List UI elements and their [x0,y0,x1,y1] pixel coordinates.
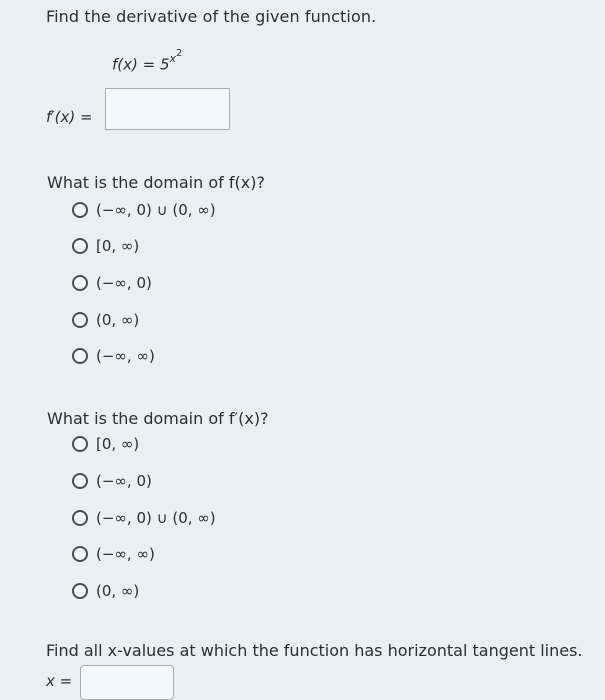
option-label: (−∞, ∞) [96,545,155,563]
option-label: (−∞, 0) [96,274,152,292]
domain-f-option-1[interactable] [72,199,216,221]
option-label: (−∞, 0) ∪ (0, ∞) [96,201,216,219]
domain-fprime-question: What is the domain of f′(x)? [47,409,269,428]
option-label: (0, ∞) [96,311,140,329]
tangent-question: Find all x-values at which the function has horizontal tangent lines. [46,641,583,660]
question-prompt: Find the derivative of the given function. [46,7,377,26]
function-lhs: f(x) = 5 [112,55,170,74]
radio-button-icon[interactable] [72,436,88,452]
domain-fprime-option-1[interactable] [72,433,139,455]
radio-button-icon[interactable] [72,546,88,562]
domain-f-option-4[interactable] [72,309,139,331]
radio-button-icon[interactable] [72,510,88,526]
domain-fprime-option-4[interactable] [72,543,155,565]
radio-button-icon[interactable] [72,583,88,599]
option-label: (−∞, 0) ∪ (0, ∞) [96,509,216,527]
derivative-answer-field[interactable] [105,88,230,130]
option-label: (−∞, 0) [96,472,152,490]
option-label: (0, ∞) [96,582,140,600]
radio-button-icon[interactable] [72,238,88,254]
domain-f-option-5[interactable] [72,345,155,367]
domain-f-question: What is the domain of f(x)? [47,173,265,192]
option-label: [0, ∞) [96,237,140,255]
function-exponent-base: x [169,51,177,65]
domain-fprime-option-5[interactable] [72,580,139,602]
option-label: [0, ∞) [96,435,140,453]
x-values-answer-field[interactable] [80,665,174,700]
function-definition [112,48,183,74]
function-exponent-power: 2 [176,48,183,59]
x-label: x = [46,672,73,690]
domain-f-option-3[interactable] [72,272,152,294]
derivative-label: f′(x) = [46,108,93,126]
domain-f-option-2[interactable] [72,235,139,257]
radio-button-icon[interactable] [72,473,88,489]
domain-fprime-option-2[interactable] [72,470,152,492]
radio-button-icon[interactable] [72,348,88,364]
radio-button-icon[interactable] [72,312,88,328]
option-label: (−∞, ∞) [96,347,155,365]
radio-button-icon[interactable] [72,275,88,291]
domain-fprime-option-3[interactable] [72,507,216,529]
radio-button-icon[interactable] [72,202,88,218]
